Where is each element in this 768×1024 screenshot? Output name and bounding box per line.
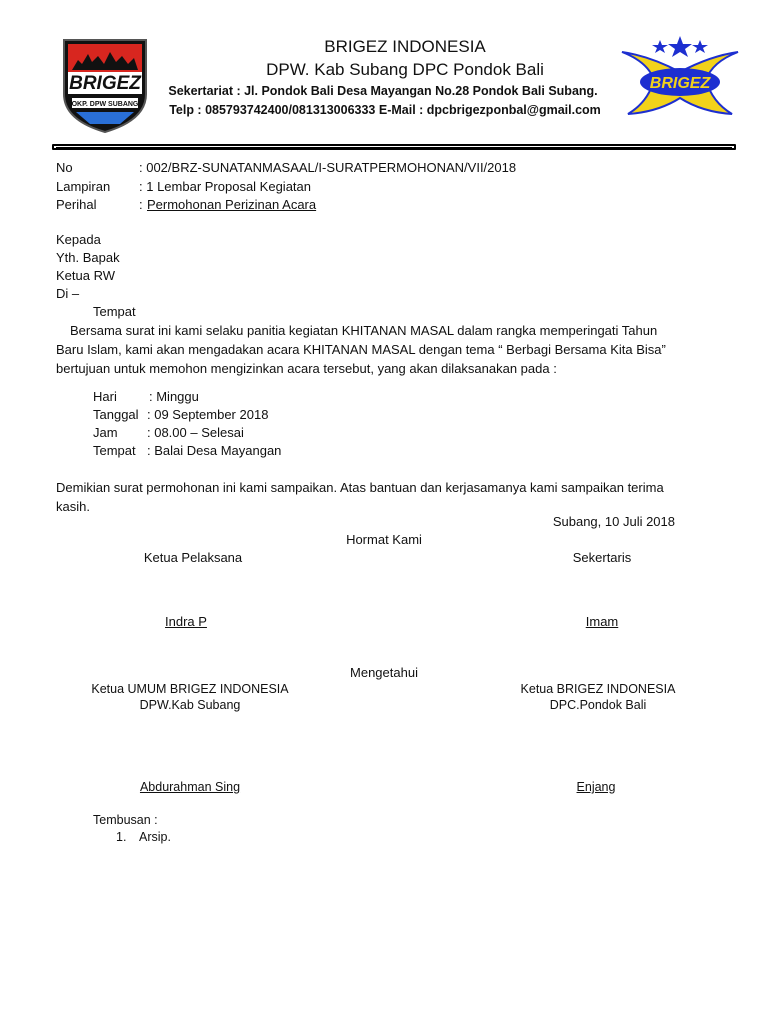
cc-item-archive: Arsip. (139, 830, 171, 844)
recipient-line-5: Tempat (93, 304, 136, 319)
hari-value: : Minggu (149, 389, 199, 404)
no-label: No (56, 160, 73, 175)
svg-text:OKP. DPW SUBANG: OKP. DPW SUBANG (71, 101, 139, 108)
tanggal-label: Tanggal (93, 407, 139, 422)
right-signatory-name: Imam (585, 614, 619, 629)
recipient-line-2: Yth. Bapak (56, 250, 120, 265)
lampiran-label: Lampiran (56, 179, 111, 194)
right-acknowledger-role-line2: DPC.Pondok Bali (549, 698, 647, 712)
jam-value: : 08.00 – Selesai (147, 425, 244, 440)
tempat-label: Tempat (93, 443, 136, 458)
contact-line: Telp : 085793742400/081313006333 E-Mail : dpcbrigezponbal@gmail.com (169, 103, 601, 117)
left-acknowledger-name: Abdurahman Sing (139, 780, 241, 794)
left-acknowledger-role-line2: DPW.Kab Subang (139, 698, 241, 712)
left-signatory-name: Indra P (165, 614, 207, 629)
recipient-line-4: Di – (56, 286, 80, 301)
lampiran-value: : 1 Lembar Proposal Kegiatan (139, 179, 311, 194)
jam-label: Jam (93, 425, 118, 440)
left-acknowledger-role-line1: Ketua UMUM BRIGEZ INDONESIA (91, 682, 289, 696)
body-paragraph-1: Bersama surat ini kami selaku panitia kegiatan KHITANAN MASAL dalam rangka memperingati Tahun Baru Islam, kami akan mengadakan acara KHITANAN MASAL dengan tema “ Berbagi Bersama Kita Bisa” bertujuan untuk memohon mengizinkan acara tersebut, yang akan dilaksanakan pada : (56, 323, 666, 376)
closing-greeting: Hormat Kami (346, 532, 422, 547)
body-paragraph-2: Demikian surat permohonan ini kami sampaikan. Atas bantuan dan kerjasamanya kami sampaikan terima kasih. (56, 480, 664, 514)
cc-item-number: 1. (116, 830, 127, 844)
branch-name: DPW. Kab Subang DPC Pondok Bali (266, 60, 544, 79)
right-acknowledger-role-line1: Ketua BRIGEZ INDONESIA (520, 682, 676, 696)
organization-name: BRIGEZ INDONESIA (324, 37, 486, 56)
recipient-line-1: Kepada (56, 232, 101, 247)
perihal-colon: : (139, 197, 143, 212)
recipient-line-3: Ketua RW (56, 268, 116, 283)
perihal-label: Perihal (56, 197, 97, 212)
cc-label: Tembusan : (93, 813, 158, 827)
perihal-value: Permohonan Perizinan Acara (147, 197, 317, 212)
brigez-subang-logo (58, 34, 152, 134)
right-acknowledger-name: Enjang (576, 780, 616, 794)
hari-label: Hari (93, 389, 117, 404)
place-date: Subang, 10 Juli 2018 (552, 514, 675, 529)
left-signatory-role: Ketua Pelaksana (143, 550, 243, 565)
right-signatory-role: Sekertaris (572, 550, 632, 565)
tanggal-value: : 09 September 2018 (147, 407, 269, 422)
tempat-value: : Balai Desa Mayangan (147, 443, 282, 458)
brigez-crown-logo (618, 32, 742, 128)
header-divider (52, 144, 736, 150)
secretariat-address: Sekertariat : Jl. Pondok Bali Desa Mayangan No.28 Pondok Bali Subang. (168, 84, 598, 98)
no-value: : 002/BRZ-SUNATANMASAAL/I-SURATPERMOHONAN/VII/2018 (139, 160, 517, 175)
acknowledged-label: Mengetahui (350, 665, 418, 680)
svg-text:BRIGEZ: BRIGEZ (69, 73, 141, 94)
svg-text:BRIGEZ: BRIGEZ (649, 75, 711, 92)
